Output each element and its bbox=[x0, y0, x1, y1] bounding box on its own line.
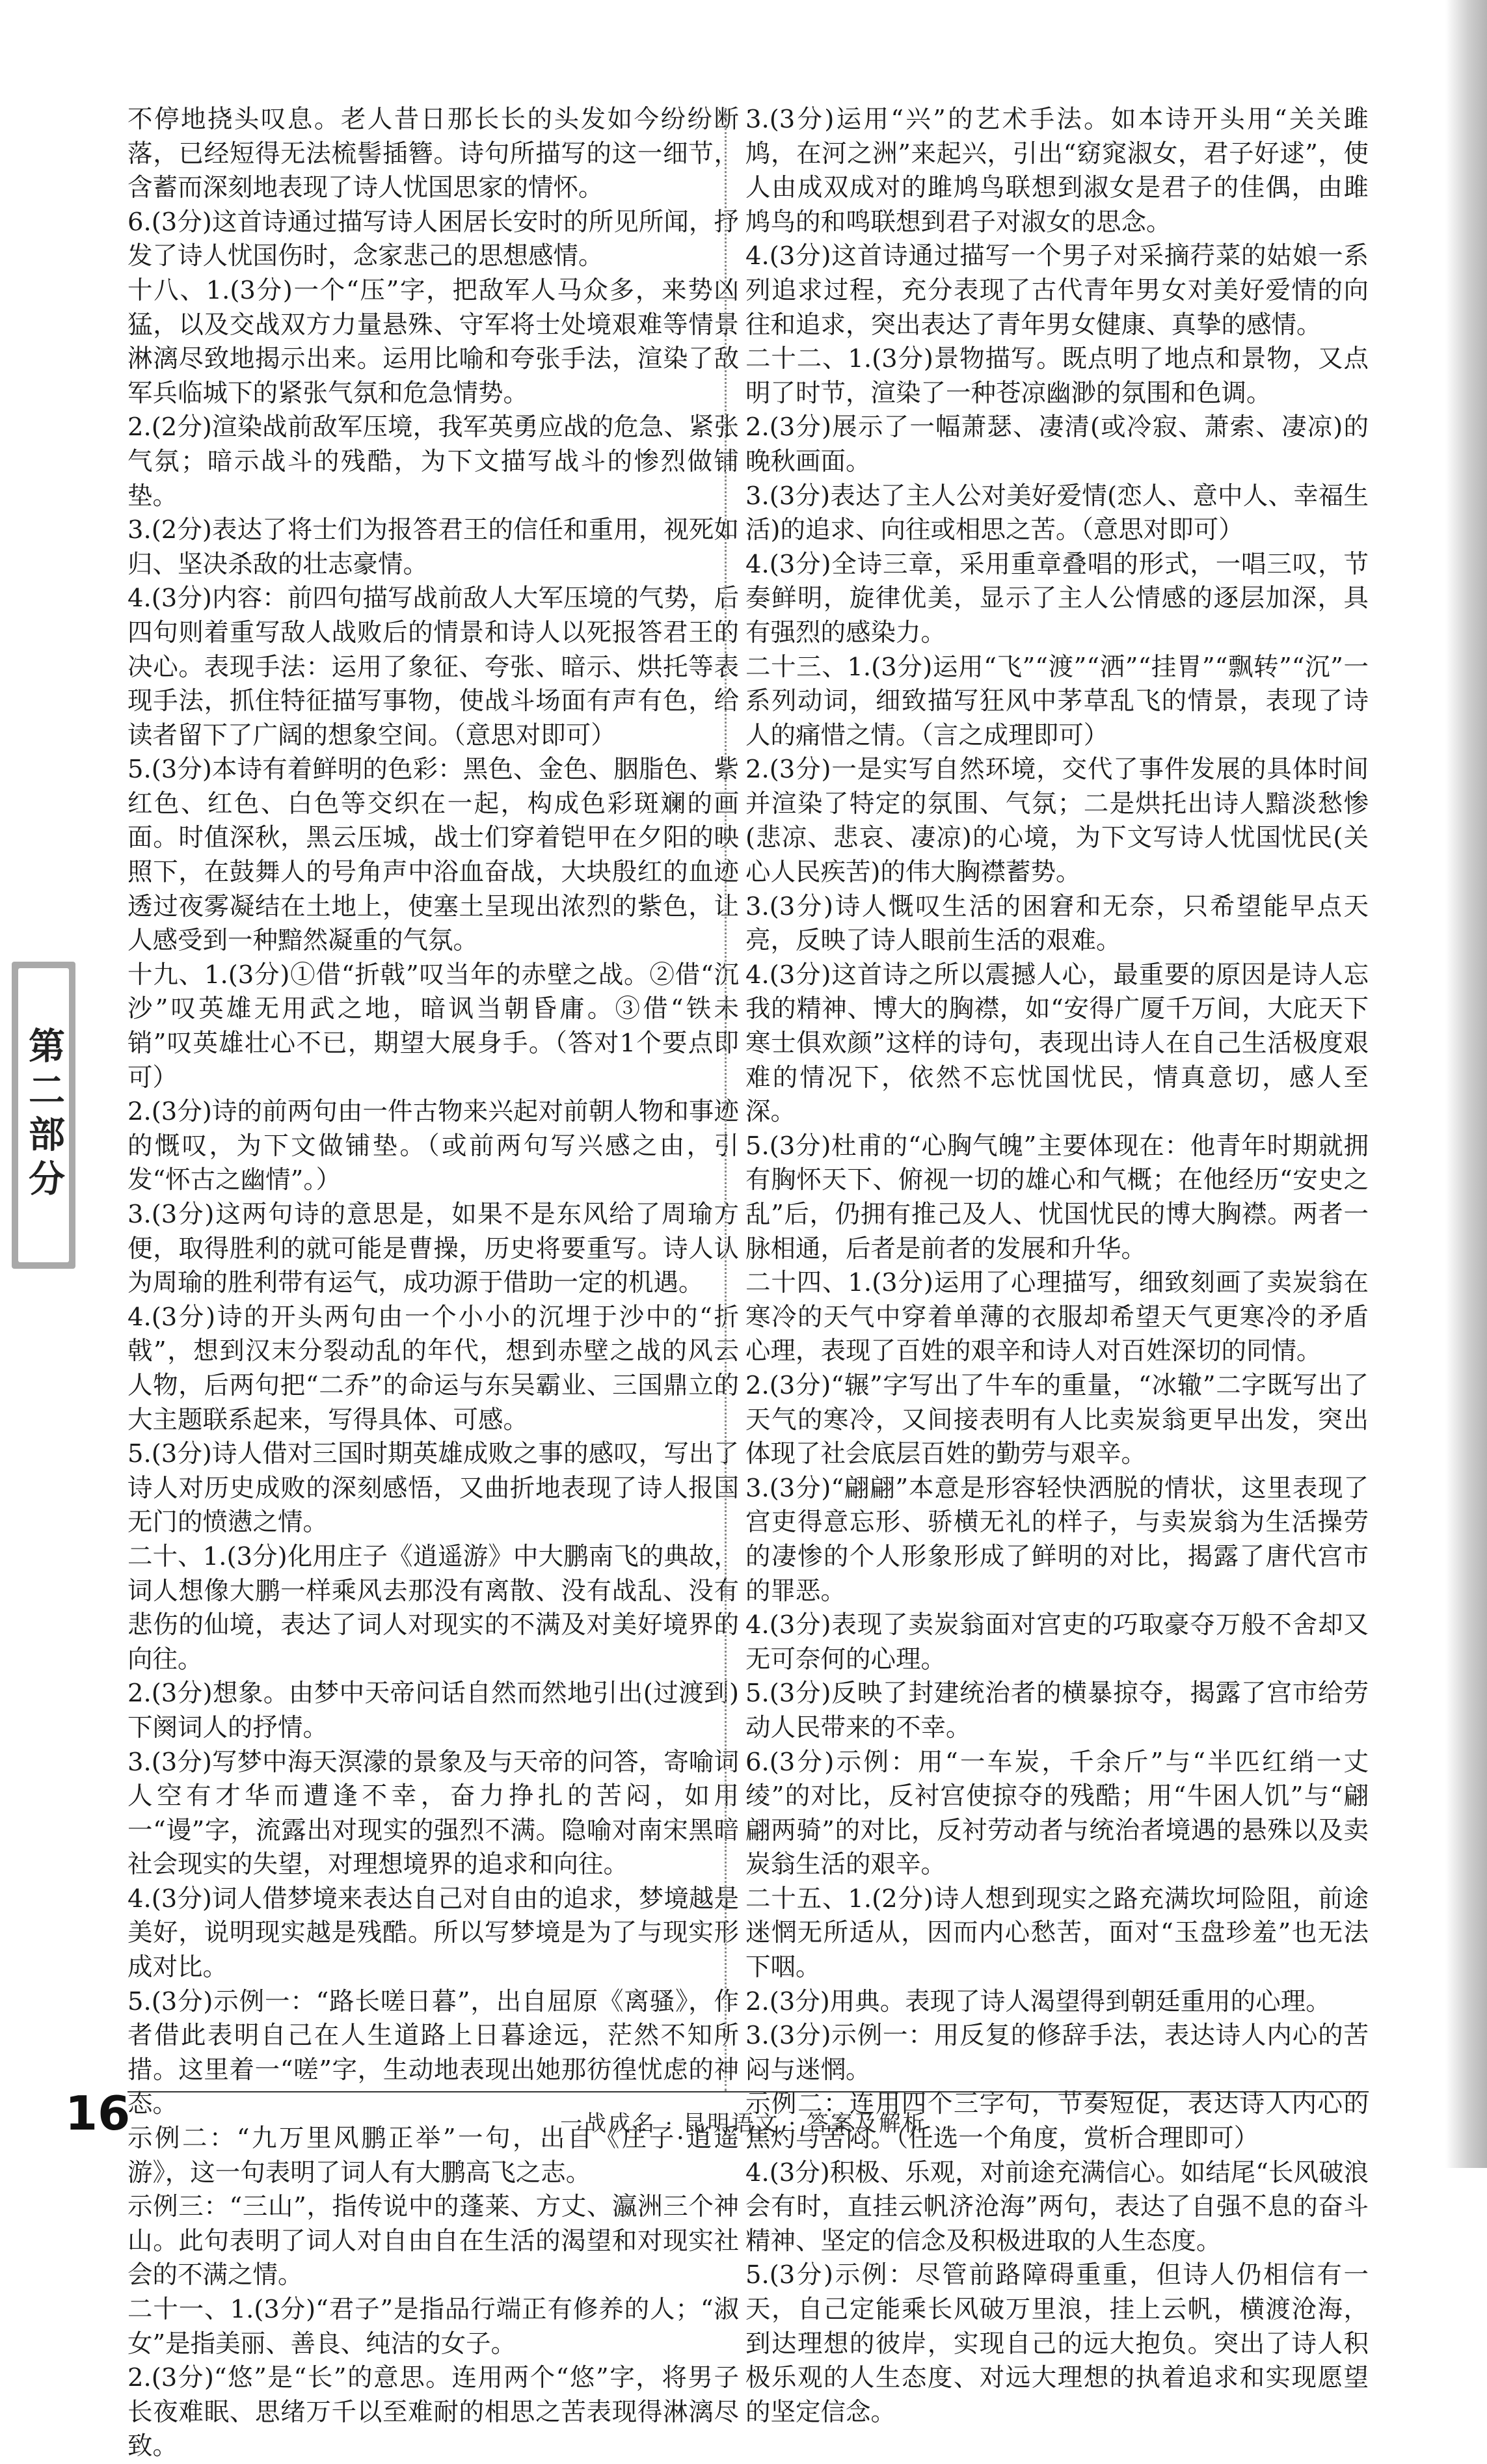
answer-paragraph: 4.(3分)内容：前四句描写战前敌人大军压境的气势，后四句则着重写敌人战败后的情景和诗人以死报答君王的决心。表现手法：运用了象征、夸张、暗示、烘托等表现手法，抓住特征描写事物，使战斗场面有声有色，给读者留下了广阔的想象空间。（意思对即可） bbox=[127, 584, 739, 750]
section-tab bbox=[12, 962, 75, 1269]
answer-paragraph: 不停地挠头叹息。老人昔日那长长的头发如今纷纷断落，已经短得无法梳髻插簪。诗句所描写的这一细节，含蓄而深刻地表现了诗人忧国思家的情怀。 bbox=[127, 105, 739, 203]
answer-paragraph: 3.(3分)示例一：用反复的修辞手法，表达诗人内心的苦闷与迷惘。 bbox=[745, 2021, 1369, 2085]
footer-rule bbox=[127, 2091, 1369, 2092]
answer-paragraph: 4.(3分)积极、乐观，对前途充满信心。如结尾“长风破浪会有时，直挂云帆济沧海”两句，表达了自强不息的奋斗精神、坚定的信念及积极进取的人生态度。 bbox=[745, 2158, 1369, 2256]
answer-paragraph: 4.(3分)这首诗通过描写一个男子对采摘荇菜的姑娘一系列追求过程，充分表现了古代青年男女对美好爱情的向往和追求，突出表达了青年男女健康、真挚的感情。 bbox=[745, 241, 1369, 340]
answer-paragraph: 4.(3分)全诗三章，采用重章叠唱的形式，一唱三叹，节奏鲜明，旋律优美，显示了主人公情感的逐层加深，具有强烈的感染力。 bbox=[745, 549, 1369, 647]
answer-paragraph: 十八、1.(3分)一个“压”字，把敌军人马众多，来势凶猛，以及交战双方力量悬殊、守军将士处境艰难等情景淋漓尽致地揭示出来。运用比喻和夸张手法，渲染了敌军兵临城下的紧张气氛和危急情势。 bbox=[127, 275, 739, 408]
answer-paragraph: 2.(3分)一是实写自然环境，交代了事件发展的具体时间并渲染了特定的氛围、气氛；二是烘托出诗人黯淡愁惨(悲凉、悲哀、凄凉)的心境，为下文写诗人忧国忧民(关心人民疾苦)的伟大胸襟蓄势。 bbox=[745, 755, 1369, 887]
answer-paragraph: 4.(3分)表现了卖炭翁面对宫吏的巧取豪夺万般不舍却又无可奈何的心理。 bbox=[745, 1610, 1369, 1674]
answer-paragraph: 5.(3分)反映了封建统治者的横暴掠夺，揭露了宫市给劳动人民带来的不幸。 bbox=[745, 1679, 1369, 1742]
right-column bbox=[745, 103, 1369, 2430]
answer-paragraph: 3.(3分)写梦中海天溟濛的景象及与天帝的问答，寄喻词人空有才华而遭逢不幸，奋力挣扎的苦闷，如用一“谩”字，流露出对现实的强烈不满。隐喻对南宋黑暗社会现实的失望，对理想境界的追求和向往。 bbox=[127, 1747, 739, 1880]
answer-paragraph: 示例二：“九万里风鹏正举”一句，出自《庄子·逍遥游》，这一句表明了词人有大鹏高飞之志。 bbox=[127, 2124, 739, 2187]
answer-paragraph: 示例二：连用四个三字句，节奏短促，表达诗人内心的焦灼与苦闷。（任选一个角度，赏析合理即可） bbox=[745, 2089, 1369, 2154]
answer-paragraph: 3.(2分)表达了将士们为报答君王的信任和重用，视死如归、坚决杀敌的壮志豪情。 bbox=[127, 515, 739, 579]
answer-paragraph: 十九、1.(3分)①借“折戟”叹当年的赤壁之战。②借“沉沙”叹英雄无用武之地，暗讽当朝昏庸。③借“铁未销”叹英雄壮心不已，期望大展身手。（答对1个要点即可） bbox=[127, 960, 739, 1092]
answer-paragraph: 二十、1.(3分)化用庄子《逍遥游》中大鹏南飞的典故，词人想像大鹏一样乘风去那没有离散、没有战乱、没有悲伤的仙境，表达了词人对现实的不满及对美好境界的向往。 bbox=[127, 1541, 739, 1674]
answer-paragraph: 2.(3分)“悠”是“长”的意思。连用两个“悠”字，将男子长夜难眠、思绪万千以至难耐的相思之苦表现得淋漓尽致。 bbox=[127, 2363, 739, 2461]
answer-paragraph: 2.(3分)展示了一幅萧瑟、凄清(或冷寂、萧索、凄凉)的晚秋画面。 bbox=[745, 413, 1369, 476]
answer-paragraph: 4.(3分)诗的开头两句由一个小小的沉埋于沙中的“折戟”，想到汉末分裂动乱的年代，想到赤壁之战的风云人物，后两句把“二乔”的命运与东吴霸业、三国鼎立的大主题联系起来，写得具体、可感。 bbox=[127, 1302, 739, 1435]
section-tab-label: 第二部分 bbox=[23, 1027, 65, 1204]
answer-paragraph: 二十一、1.(3分)“君子”是指品行端正有修养的人；“淑女”是指美丽、善良、纯洁的女子。 bbox=[127, 2295, 739, 2359]
answer-paragraph: 二十五、1.(2分)诗人想到现实之路充满坎坷险阻，前途迷惘无所适从，因而内心愁苦，面对“玉盘珍羞”也无法下咽。 bbox=[745, 1884, 1369, 1983]
answer-paragraph: 5.(3分)本诗有着鲜明的色彩：黑色、金色、胭脂色、紫红色、红色、白色等交织在一起，构成色彩斑斓的画面。时值深秋，黑云压城，战士们穿着铠甲在夕阳的映照下，在鼓舞人的号角声中浴血奋战，大块殷红的血迹透过夜雾凝结在土地上，使塞土呈现出浓烈的紫色，让人感受到一种黯然凝重的气氛。 bbox=[127, 755, 739, 956]
footer-caption: 一战成名 · 昆明语文 · 答案及解析 bbox=[560, 2111, 927, 2137]
answer-paragraph: 二十四、1.(3分)运用了心理描写，细致刻画了卖炭翁在寒冷的天气中穿着单薄的衣服却希望天气更寒冷的矛盾心理，表现了百姓的艰辛和诗人对百姓深切的同情。 bbox=[745, 1268, 1369, 1366]
answer-paragraph: 5.(3分)示例一：“路长嗟日暮”，出自屈原《离骚》，作者借此表明自己在人生道路上日暮途远，茫然不知所措。这里着一“嗟”字，生动地表现出她那彷徨忧虑的神态。 bbox=[127, 1986, 739, 2119]
answer-paragraph: 3.(3分)表达了主人公对美好爱情(恋人、意中人、幸福生活)的追求、向往或相思之苦。（意思对即可） bbox=[745, 481, 1369, 545]
answer-paragraph: 5.(3分)杜甫的“心胸气魄”主要体现在：他青年时期就拥有胸怀天下、俯视一切的雄心和气概；在他经历“安史之乱”后，仍拥有推己及人、忧国忧民的博大胸襟。两者一脉相通，后者是前者的发展和升华。 bbox=[745, 1131, 1369, 1264]
answer-paragraph: 6.(3分)示例：用“一车炭，千余斤”与“半匹红绡一丈绫”的对比，反衬宫使掠夺的残酷；用“牛困人饥”与“翩翩两骑”的对比，反衬劳动者与统治者境遇的悬殊以及卖炭翁生活的艰辛。 bbox=[745, 1747, 1369, 1880]
answer-paragraph: 2.(2分)渲染战前敌军压境，我军英勇应战的危急、紧张气氛；暗示战斗的残酷，为下文描写战斗的惨烈做铺垫。 bbox=[127, 413, 739, 511]
answer-paragraph: 4.(3分)词人借梦境来表达自己对自由的追求，梦境越是美好，说明现实越是残酷。所以写梦境是为了与现实形成对比。 bbox=[127, 1884, 739, 1983]
answer-paragraph: 5.(3分)示例：尽管前路障碍重重，但诗人仍相信有一天，自己定能乘长风破万里浪，挂上云帆，横渡沧海，到达理想的彼岸，实现自己的远大抱负。突出了诗人积极乐观的人生态度、对远大理想的执着追求和实现愿望的坚定信念。 bbox=[745, 2260, 1369, 2427]
answer-paragraph: 3.(3分)“翩翩”本意是形容轻快洒脱的情状，这里表现了宫吏得意忘形、骄横无礼的样子，与卖炭翁为生活操劳的凄惨的个人形象形成了鲜明的对比，揭露了唐代宫市的罪恶。 bbox=[745, 1473, 1369, 1606]
section-tab-inner bbox=[18, 968, 69, 1262]
answer-paragraph: 2.(3分)想象。由梦中天帝问话自然而然地引出(过渡到)下阕词人的抒情。 bbox=[127, 1679, 739, 1742]
answer-paragraph: 4.(3分)这首诗之所以震撼人心，最重要的原因是诗人忘我的精神、博大的胸襟，如“安得广厦千万间，大庇天下寒士俱欢颜”这样的诗句，表现出诗人在自己生活极度艰难的情况下，依然不忘忧国忧民，情真意切，感人至深。 bbox=[745, 960, 1369, 1127]
answer-paragraph: 5.(3分)诗人借对三国时期英雄成败之事的感叹，写出了诗人对历史成败的深刻感悟，又曲折地表现了诗人报国无门的愤懑之情。 bbox=[127, 1439, 739, 1537]
answer-paragraph: 2.(3分)诗的前两句由一件古物来兴起对前朝人物和事迹的慨叹，为下文做铺垫。（或前两句写兴感之由，引发“怀古之幽情”。） bbox=[127, 1097, 739, 1195]
answer-paragraph: 3.(3分)运用“兴”的艺术手法。如本诗开头用“关关雎鸠，在河之洲”来起兴，引出“窈窕淑女，君子好逑”，使人由成双成对的雎鸠鸟联想到淑女是君子的佳偶，由雎鸠鸟的和鸣联想到君子对淑女的思念。 bbox=[745, 105, 1369, 237]
answer-paragraph: 2.(3分)“辗”字写出了牛车的重量，“冰辙”二字既写出了天气的寒冷，又间接表明有人比卖炭翁更早出发，突出体现了社会底层百姓的勤劳与艰辛。 bbox=[745, 1370, 1369, 1469]
answer-paragraph: 3.(3分)诗人慨叹生活的困窘和无奈，只希望能早点天亮，反映了诗人眼前生活的艰难。 bbox=[745, 891, 1369, 956]
answer-paragraph: 2.(3分)用典。表现了诗人渴望得到朝廷重用的心理。 bbox=[745, 1986, 1331, 2016]
page-number: 16 bbox=[65, 2086, 131, 2141]
answer-paragraph: 6.(3分)这首诗通过描写诗人困居长安时的所见所闻，抒发了诗人忧国伤时，念家悲己的思想感情。 bbox=[127, 207, 739, 271]
column-divider bbox=[725, 108, 727, 2091]
page-edge-shadow bbox=[1445, 0, 1487, 2168]
answer-paragraph: 二十三、1.(3分)运用“飞”“渡”“洒”“挂胃”“飘转”“沉”一系列动词，细致描写狂风中茅草乱飞的情景，表现了诗人的痛惜之情。（言之成理即可） bbox=[745, 652, 1369, 750]
answer-paragraph: 3.(3分)这两句诗的意思是，如果不是东风给了周瑜方便，取得胜利的就可能是曹操，历史将要重写。诗人认为周瑜的胜利带有运气，成功源于借助一定的机遇。 bbox=[127, 1200, 739, 1298]
answer-paragraph: 示例三：“三山”，指传说中的蓬莱、方丈、瀛洲三个神山。此句表明了词人对自由自在生活的渴望和对现实社会的不满之情。 bbox=[127, 2192, 739, 2290]
answer-paragraph: 二十二、1.(3分)景物描写。既点明了地点和景物，又点明了时节，渲染了一种苍凉幽渺的氛围和色调。 bbox=[745, 344, 1369, 408]
